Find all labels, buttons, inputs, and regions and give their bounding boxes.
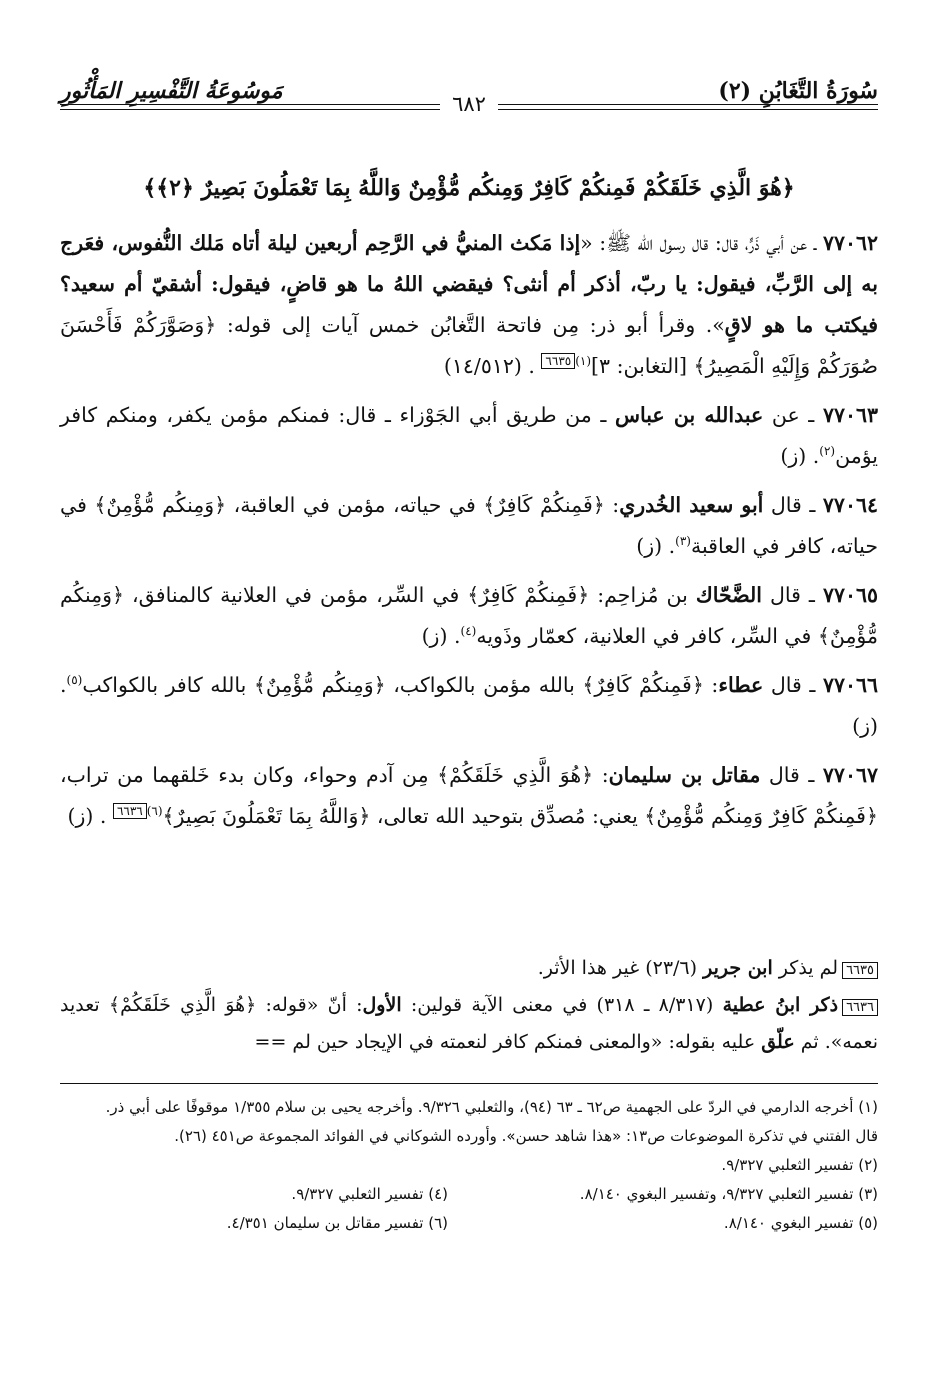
entry [60,485,878,567]
entry-number: ٧٧٠٦٣ [822,403,878,427]
footnote-marker[interactable]: (١) [575,354,592,369]
footnote-6: (٦) تفسير مقاتل بن سليمان ٤/٣٥١. [226,1214,448,1232]
editorial-notes [60,950,878,1061]
entry-number: ٧٧٠٦٧ [822,763,878,787]
entry-number: ٧٧٠٦٢ [822,231,878,255]
entry-bold: عبدالله بن عباس [614,403,764,427]
entry-text: : ﴿فَمِنكُمْ كَافِرٌ﴾ بالله مؤمن بالكواكب، ﴿وَمِنكُم مُّؤْمِنٌ﴾ بالله كافر بالكواكب [82,673,719,697]
entry-text: : ﴿هُوَ الَّذِي خَلَقَكُمْ﴾ مِن آدم وحواء، وكان بدء خَلقهما من تراب، ﴿فَمِنكُمْ كَافِرٌ وَمِنكُم مُّؤْمِنٌ﴾ يعني: مُصدِّق بتوحيد الله تعالى، ﴿وَاللَّهُ بِمَا تَعْمَلُونَ بَصِيرٌ﴾ [60,763,878,828]
entry-tail: . (ز) [780,444,820,468]
entry-text: بن مُزاحِم: ﴿فَمِنكُمْ كَافِرٌ﴾ في السِّر، مؤمن في العلانية كالمنافق، ﴿وَمِنكُم مُّؤْمِنٌ﴾ في السِّر، كافر في العلانية، كعمّار وذَويه [60,583,878,648]
surah-title: سُورَةُ التَّغَابُنِ (٢) [718,78,878,104]
footnote-4: (٤) تفسير الثعلبي ٩/٣٢٧. [291,1185,448,1203]
footnotes [60,1093,878,1238]
entry-intro: ـ قال [763,493,816,517]
main-content [60,168,878,845]
entry-number: ٧٧٠٦٥ [822,583,879,607]
entry-text: ـ من طريق أبي الجَوْزاء ـ قال: فمنكم مؤمن يكفر، ومنكم كافر يؤمن [60,403,878,468]
entry-text: : ﴿فَمِنكُمْ كَافِرٌ﴾ في حياته، مؤمن في العاقبة، ﴿وَمِنكُم مُّؤْمِنٌ﴾ في حياته، كافر في العاقبة [60,493,878,558]
footnote-row [60,1209,878,1238]
entry-number: ٧٧٠٦٦ [822,673,878,697]
note-text-3: عليه بقوله: «والمعنى فمنكم كافر لنعمته في الإيجاد حين لم == [254,1031,762,1053]
book-title: مَوسُوعَةُ التَّفْسِيرِ المَأْثُورِ [60,78,283,104]
footnote-marker[interactable]: (٢) [819,444,836,459]
entry-bold: مقاتل بن سليمان [608,763,761,787]
page-number: ٦٨٢ [440,92,498,116]
note-ref-box[interactable]: ٦٦٣٦ [113,803,147,819]
entry-number: ٧٧٠٦٤ [822,493,878,517]
footnote-5: (٥) تفسير البغوي ٨/١٤٠. [723,1214,878,1232]
entry-intro: ـ عن [763,403,815,427]
note-bold: ذكر ابنُ عطية [722,994,839,1016]
entry-intro: ـ عن أبي ذَرٍّ، قال: قال رسول الله ﷺ: « [580,231,817,255]
entry-bold: أبو سعيد الخُدري [619,493,764,517]
note-text: (٨/٣١٧ ـ ٣١٨) في معنى الآية قولين: [401,994,723,1016]
page-number-wrap [60,92,878,116]
entry [60,665,878,747]
footnote-marker[interactable]: (٤) [460,624,477,639]
note-number-box: ٦٦٣٥ [842,962,878,979]
entry-bold: الضَّحّاك [695,583,762,607]
entry [60,755,878,837]
note [60,950,878,987]
note-number-box: ٦٦٣٦ [842,999,878,1016]
footnote-marker[interactable]: (٦) [146,804,163,819]
note-bold: ابن جرير [703,957,773,979]
note-ref-box[interactable]: ٦٦٣٥ [541,353,575,369]
note-text-2: : أنّ «قوله: ﴿هُوَ الَّذِي خَلَقَكُمْ﴾ تعديد نعمه». ثم [60,994,878,1053]
page-header [60,72,878,122]
footnote-marker[interactable]: (٣) [675,534,691,549]
entry-tail: . (ز) [67,804,107,828]
note-text: (٢٣/٦) غير هذا الأثر. [537,957,704,979]
entry-tail: . (ز) [421,624,461,648]
note-pre: لم يذكر [772,957,839,979]
entry-intro: ـ قال [760,763,815,787]
entry-intro: ـ قال [761,583,815,607]
entry-tail: . (ز) [60,673,878,738]
quran-verse: ﴿هُوَ الَّذِي خَلَقَكُمْ فَمِنكُمْ كَافِرٌ وَمِنكُم مُّؤْمِنٌ وَاللَّهُ بِمَا تَعْمَلُونَ بَصِيرٌ ﴿٢﴾﴾ [143,175,795,201]
entry-bold: عطاء [718,673,764,697]
entry-intro: ـ قال [763,673,816,697]
footnote-3: (٣) تفسير الثعلبي ٩/٣٢٧، وتفسير البغوي ٨/١٤٠. [579,1185,878,1203]
entry-tail: . (١٤/٥١٢) [443,354,535,378]
footnote-1: (١) أخرجه الدارمي في الردّ على الجهمية ص٦٢ ـ ٦٣ (٩٤)، والثعلبي ٩/٣٢٦. وأخرجه يحيى بن سلام ١/٣٥٥ موقوفًا على أبي ذر. [105,1098,878,1116]
entry [60,575,878,657]
footnote-2: (٢) تفسير الثعلبي ٩/٣٢٧. [721,1156,878,1174]
entry-tail: . (ز) [636,534,676,558]
footnote-divider [60,1083,878,1084]
note-bold-3: علّق [761,1031,795,1053]
entry-text: ». وقرأ أبو ذر: مِن فاتحة التَّغابُن خمس آيات إلى قوله: ﴿وَصَوَّرَكُمْ فَأَحْسَنَ صُوَرَكُمْ وَإِلَيْهِ الْمَصِيرُ﴾ [التغابن: ٣] [60,313,878,378]
entry [60,223,878,387]
entry [60,395,878,477]
footnote-marker[interactable]: (٥) [66,673,83,688]
note [60,987,878,1061]
footnote-1-continuation: قال الفتني في تذكرة الموضوعات ص١٣: «هذا شاهد حسن». وأورده الشوكاني في الفوائد المجموعة ص٤٥١ (٢٦). [174,1127,878,1145]
note-bold-2: الأول [362,994,402,1016]
entry-bold: إذا مَكث المنيُّ في الرَّحِم أربعين ليلة أتاه مَلك النُّفوس، فعَرج به إلى الرَّبِّ، فيقول: يا ربّ، أذكر أم أنثى؟ فيقضي اللهُ ما هو قاضٍ، فيقول: أشقيّ أم سعيد؟ فيكتب ما هو لاقٍ [60,231,878,337]
footnote-row [60,1180,878,1209]
